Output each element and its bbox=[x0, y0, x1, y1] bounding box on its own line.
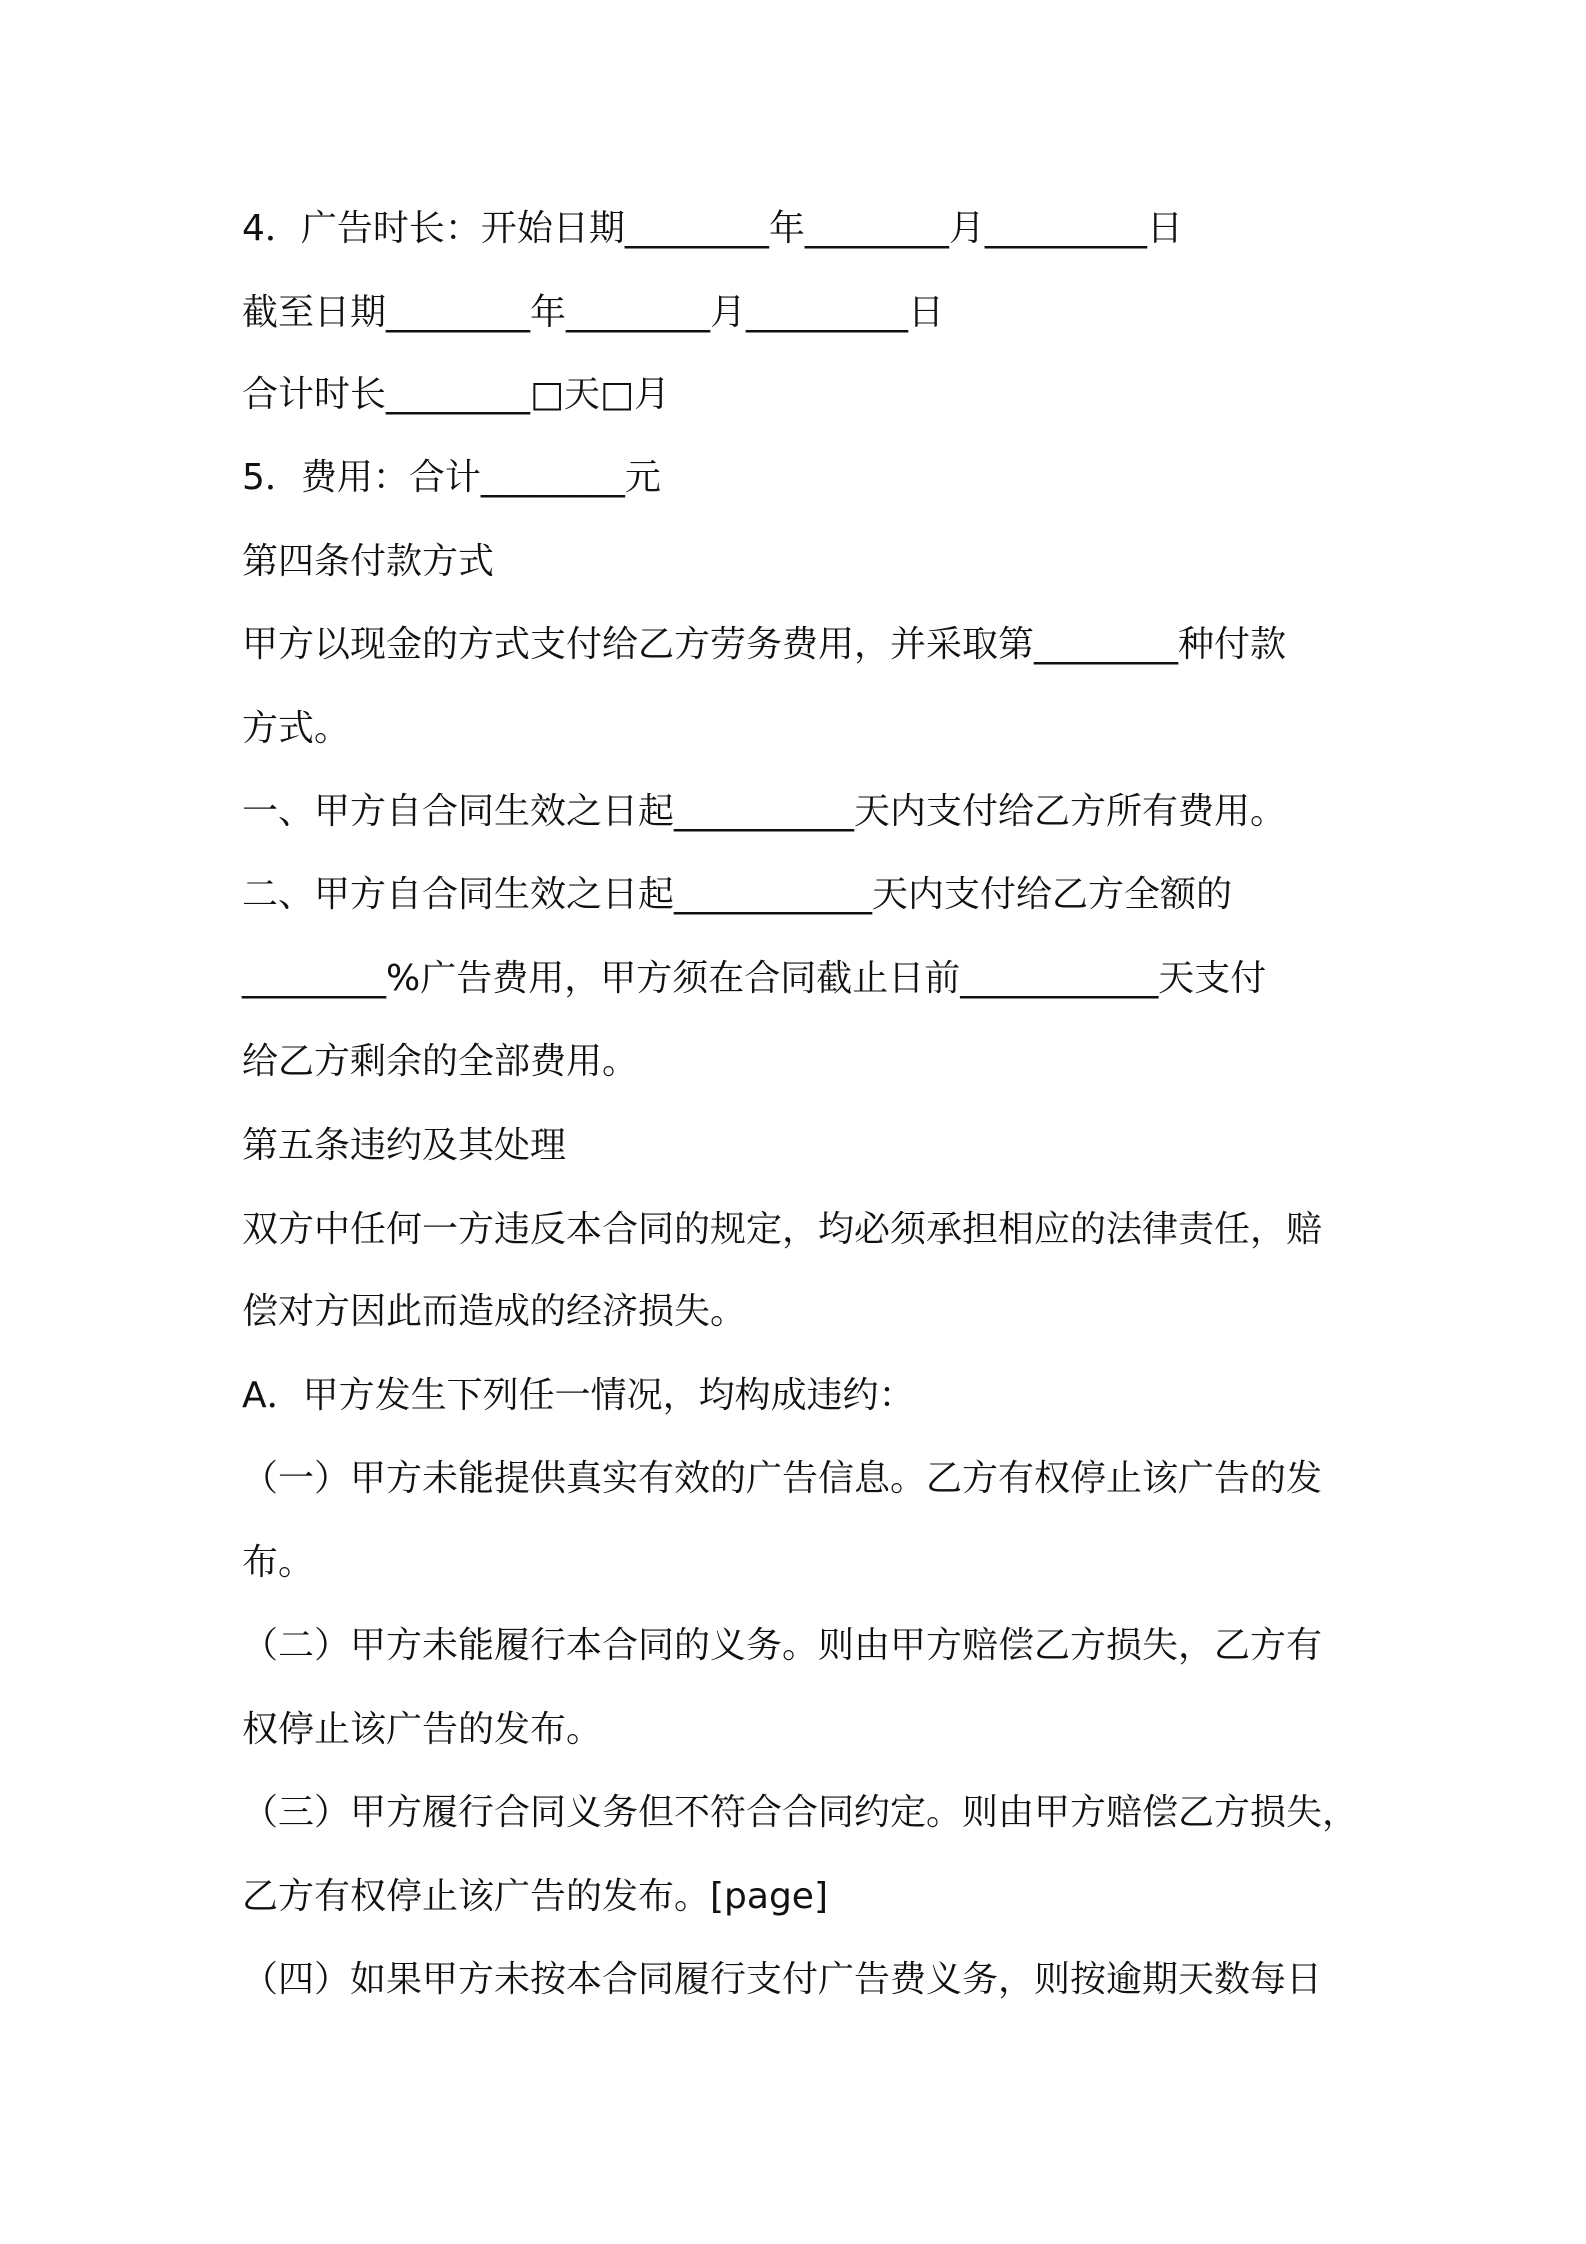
breach-party-a-heading: A．甲方发生下列任一情况，均构成违约： bbox=[242, 1375, 915, 1416]
breach-paragraph-line: 双方中任何一方违反本合同的规定，均必须承担相应的法律责任，赔 bbox=[242, 1209, 1323, 1250]
breach-item-one-line: （一）甲方未能提供真实有效的广告信息。乙方有权停止该广告的发 bbox=[242, 1458, 1323, 1499]
section-heading-breach: 第五条违约及其处理 bbox=[242, 1125, 567, 1166]
section-heading-payment: 第四条付款方式 bbox=[242, 541, 495, 582]
payment-paragraph-line: 方式。 bbox=[242, 708, 351, 749]
clause-total-duration: 合计时长________□天□月 bbox=[242, 374, 671, 415]
payment-paragraph-line: 甲方以现金的方式支付给乙方劳务费用，并采取第________种付款 bbox=[242, 624, 1287, 665]
payment-option-one: 一、甲方自合同生效之日起__________天内支付给乙方所有费用。 bbox=[242, 791, 1287, 832]
payment-option-two-line: 给乙方剩余的全部费用。 bbox=[242, 1041, 639, 1082]
payment-option-two-line: 二、甲方自合同生效之日起___________天内支付给乙方全额的 bbox=[242, 874, 1233, 915]
breach-item-three-line: （三）甲方履行合同义务但不符合合同约定。则由甲方赔偿乙方损失， bbox=[242, 1792, 1359, 1833]
breach-item-four-line: （四）如果甲方未按本合同履行支付广告费义务，则按逾期天数每日 bbox=[242, 1959, 1323, 2000]
breach-item-three-line: 乙方有权停止该广告的发布。[page] bbox=[242, 1876, 829, 1917]
breach-item-one-line: 布。 bbox=[242, 1542, 315, 1583]
clause-ad-duration-start: 4．广告时长：开始日期________年________月_________日 bbox=[242, 208, 1183, 249]
clause-fee: 5．费用：合计________元 bbox=[242, 457, 661, 498]
breach-item-two-line: （二）甲方未能履行本合同的义务。则由甲方赔偿乙方损失，乙方有 bbox=[242, 1625, 1323, 1666]
clause-ad-duration-end: 截至日期________年________月_________日 bbox=[242, 292, 945, 333]
payment-option-two-line: ________%广告费用，甲方须在合同截止日前___________天支付 bbox=[242, 958, 1267, 999]
breach-paragraph-line: 偿对方因此而造成的经济损失。 bbox=[242, 1291, 747, 1332]
breach-item-two-line: 权停止该广告的发布。 bbox=[242, 1709, 603, 1750]
